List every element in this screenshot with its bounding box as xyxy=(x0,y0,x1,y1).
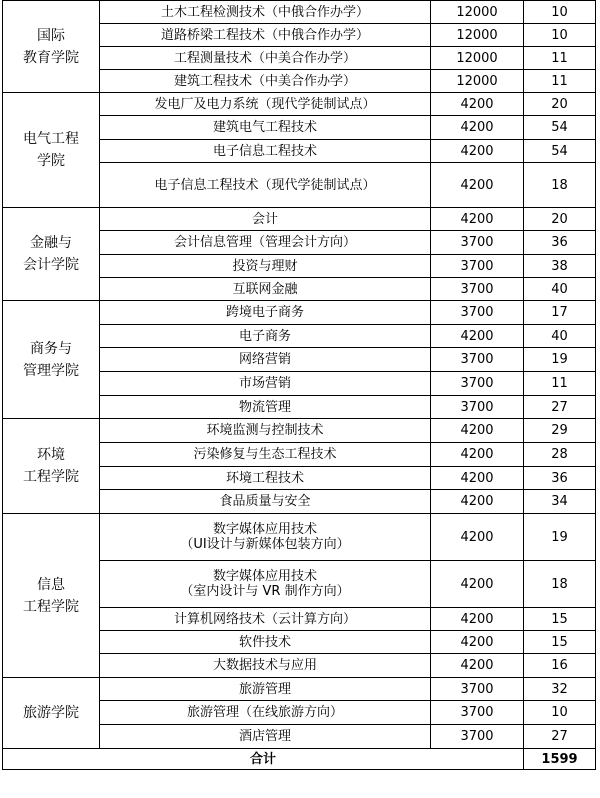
major-cell xyxy=(100,490,431,514)
admission-plan-table xyxy=(2,0,596,770)
plan-count-cell: 54 xyxy=(524,140,596,163)
tuition-fee-cell: 4200 xyxy=(431,654,524,678)
plan-count-cell: 54 xyxy=(524,116,596,140)
major-name-line: 建筑电气工程技术 xyxy=(212,120,317,135)
plan-count-cell: 19 xyxy=(524,348,596,372)
college-name-line: 管理学院 xyxy=(23,362,79,379)
major-cell xyxy=(100,561,431,608)
major-name-line: 发电厂及电力系统（现代学徒制试点） xyxy=(154,96,376,112)
college-name-line: 学院 xyxy=(37,153,65,169)
tuition-fee-cell: 4200 xyxy=(431,514,524,561)
major-cell xyxy=(100,116,431,140)
major-name-line: 市场营销 xyxy=(238,376,291,391)
tuition-fee-cell: 3700 xyxy=(431,372,524,396)
major-cell xyxy=(100,163,431,208)
major-name-line: 酒店管理 xyxy=(238,729,291,744)
tuition-fee-cell: 4200 xyxy=(431,631,524,654)
plan-count-cell: 10 xyxy=(524,24,596,47)
plan-count-cell: 36 xyxy=(524,467,596,490)
major-name-line: （UI设计与新媒体包装方向） xyxy=(180,537,350,552)
major-cell xyxy=(100,396,431,419)
plan-count-cell: 16 xyxy=(524,654,596,678)
major-name-line: 会计信息管理（管理会计方向） xyxy=(173,235,356,250)
plan-count-cell: 18 xyxy=(524,561,596,608)
major-name-line: 环境工程技术 xyxy=(225,470,304,486)
major-name-line: 旅游管理 xyxy=(238,681,291,697)
tuition-fee-cell: 4200 xyxy=(431,163,524,208)
major-cell xyxy=(100,467,431,490)
plan-count-cell: 17 xyxy=(524,301,596,325)
major-name-line: 食品质量与安全 xyxy=(219,494,311,509)
college-name-line: 旅游学院 xyxy=(23,705,79,721)
major-cell xyxy=(100,255,431,278)
major-cell xyxy=(100,278,431,301)
major-cell xyxy=(100,1,431,24)
major-name-line: 土木工程检测技术（中俄合作办学） xyxy=(160,4,369,20)
major-cell xyxy=(100,47,431,70)
tuition-fee-cell: 3700 xyxy=(431,701,524,725)
college-cell xyxy=(3,514,100,678)
table-row xyxy=(3,1,596,24)
major-cell xyxy=(100,140,431,163)
major-cell xyxy=(100,348,431,372)
major-name-line: 电子信息工程技术 xyxy=(212,143,317,159)
tuition-fee-cell: 3700 xyxy=(431,678,524,701)
tuition-fee-cell: 3700 xyxy=(431,396,524,419)
total-row xyxy=(3,749,596,770)
plan-count-cell: 29 xyxy=(524,419,596,443)
major-cell xyxy=(100,701,431,725)
major-cell xyxy=(100,301,431,325)
major-cell xyxy=(100,208,431,231)
major-cell xyxy=(100,93,431,116)
major-name-line: 会计 xyxy=(251,211,278,227)
plan-count-cell: 10 xyxy=(524,1,596,24)
plan-count-cell: 19 xyxy=(524,514,596,561)
table-row xyxy=(3,301,596,325)
plan-count-cell: 40 xyxy=(524,325,596,348)
major-cell xyxy=(100,725,431,749)
college-cell xyxy=(3,93,100,208)
plan-count-cell: 27 xyxy=(524,725,596,749)
college-cell xyxy=(3,301,100,419)
table-row xyxy=(3,514,596,561)
major-cell xyxy=(100,70,431,93)
college-cell xyxy=(3,678,100,749)
plan-count-cell: 20 xyxy=(524,93,596,116)
major-name-line: 建筑工程技术（中美合作办学） xyxy=(173,73,356,89)
tuition-fee-cell: 3700 xyxy=(431,725,524,749)
college-name-line: 信息 xyxy=(37,576,65,593)
major-cell xyxy=(100,419,431,443)
table-body xyxy=(3,1,596,770)
plan-count-cell: 27 xyxy=(524,396,596,419)
college-name-line: 教育学院 xyxy=(23,49,79,66)
college-name-line: 电气工程 xyxy=(23,131,79,147)
major-cell xyxy=(100,443,431,467)
major-name-line: 工程测量技术（中美合作办学） xyxy=(173,50,356,66)
major-name-line: 数字媒体应用技术 xyxy=(212,522,317,537)
tuition-fee-cell: 4200 xyxy=(431,490,524,514)
college-name-line: 环境 xyxy=(37,447,65,463)
major-cell xyxy=(100,654,431,678)
plan-count-cell: 38 xyxy=(524,255,596,278)
plan-count-cell: 15 xyxy=(524,608,596,631)
major-name-line: 环境监测与控制技术 xyxy=(206,423,324,438)
table-row xyxy=(3,678,596,701)
major-cell xyxy=(100,608,431,631)
college-cell xyxy=(3,1,100,93)
major-name-line: 互联网金融 xyxy=(232,281,298,297)
tuition-fee-cell: 3700 xyxy=(431,348,524,372)
tuition-fee-cell: 4200 xyxy=(431,325,524,348)
tuition-fee-cell: 3700 xyxy=(431,301,524,325)
table-row xyxy=(3,93,596,116)
table-row xyxy=(3,419,596,443)
major-name-line: 旅游管理（在线旅游方向） xyxy=(186,705,343,720)
major-name-line: 电子商务 xyxy=(238,328,291,344)
plan-count-cell: 15 xyxy=(524,631,596,654)
plan-count-cell: 11 xyxy=(524,372,596,396)
major-name-line: 物流管理 xyxy=(238,399,291,415)
major-name-line: 电子信息工程技术（现代学徒制试点） xyxy=(154,177,376,193)
major-name-line: 道路桥梁工程技术（中俄合作办学） xyxy=(160,27,369,43)
major-name-line: 计算机网络技术（云计算方向） xyxy=(173,611,356,627)
tuition-fee-cell: 4200 xyxy=(431,116,524,140)
plan-count-cell: 11 xyxy=(524,70,596,93)
college-cell xyxy=(3,419,100,514)
college-name-line: 金融与 xyxy=(30,235,72,251)
major-cell xyxy=(100,678,431,701)
major-name-line: 数字媒体应用技术 xyxy=(212,569,317,584)
plan-count-cell: 34 xyxy=(524,490,596,514)
tuition-fee-cell: 4200 xyxy=(431,467,524,490)
major-cell xyxy=(100,372,431,396)
major-name-line: 软件技术 xyxy=(238,634,291,650)
major-cell xyxy=(100,231,431,255)
major-name-line: 大数据技术与应用 xyxy=(212,658,317,673)
tuition-fee-cell: 4200 xyxy=(431,561,524,608)
tuition-fee-cell: 3700 xyxy=(431,231,524,255)
tuition-fee-cell: 4200 xyxy=(431,419,524,443)
tuition-fee-cell: 12000 xyxy=(431,47,524,70)
plan-count-cell: 32 xyxy=(524,678,596,701)
college-name-line: 工程学院 xyxy=(23,598,79,615)
college-cell xyxy=(3,208,100,301)
major-cell xyxy=(100,24,431,47)
plan-count-cell: 36 xyxy=(524,231,596,255)
plan-count-cell: 11 xyxy=(524,47,596,70)
tuition-fee-cell: 12000 xyxy=(431,70,524,93)
tuition-fee-cell: 3700 xyxy=(431,255,524,278)
college-name-line: 会计学院 xyxy=(23,257,79,273)
major-name-line: 污染修复与生态工程技术 xyxy=(193,447,337,462)
tuition-fee-cell: 4200 xyxy=(431,443,524,467)
table-row xyxy=(3,208,596,231)
tuition-fee-cell: 4200 xyxy=(431,208,524,231)
plan-count-cell: 20 xyxy=(524,208,596,231)
major-name-line: 投资与理财 xyxy=(232,258,298,274)
plan-count-cell: 18 xyxy=(524,163,596,208)
major-cell xyxy=(100,514,431,561)
major-name-line: （室内设计与 VR 制作方向） xyxy=(180,584,350,599)
tuition-fee-cell: 4200 xyxy=(431,608,524,631)
plan-count-cell: 40 xyxy=(524,278,596,301)
major-cell xyxy=(100,631,431,654)
major-name-line: 跨境电子商务 xyxy=(225,305,304,320)
major-cell xyxy=(100,325,431,348)
tuition-fee-cell: 12000 xyxy=(431,24,524,47)
plan-count-cell: 28 xyxy=(524,443,596,467)
total-label: 合计 xyxy=(3,749,524,770)
total-value: 1599 xyxy=(524,749,596,770)
plan-count-cell: 10 xyxy=(524,701,596,725)
college-name-line: 国际 xyxy=(37,27,65,44)
major-name-line: 网络营销 xyxy=(238,352,291,367)
tuition-fee-cell: 12000 xyxy=(431,1,524,24)
tuition-fee-cell: 3700 xyxy=(431,278,524,301)
tuition-fee-cell: 4200 xyxy=(431,93,524,116)
college-name-line: 商务与 xyxy=(30,340,72,357)
tuition-fee-cell: 4200 xyxy=(431,140,524,163)
college-name-line: 工程学院 xyxy=(23,469,79,485)
